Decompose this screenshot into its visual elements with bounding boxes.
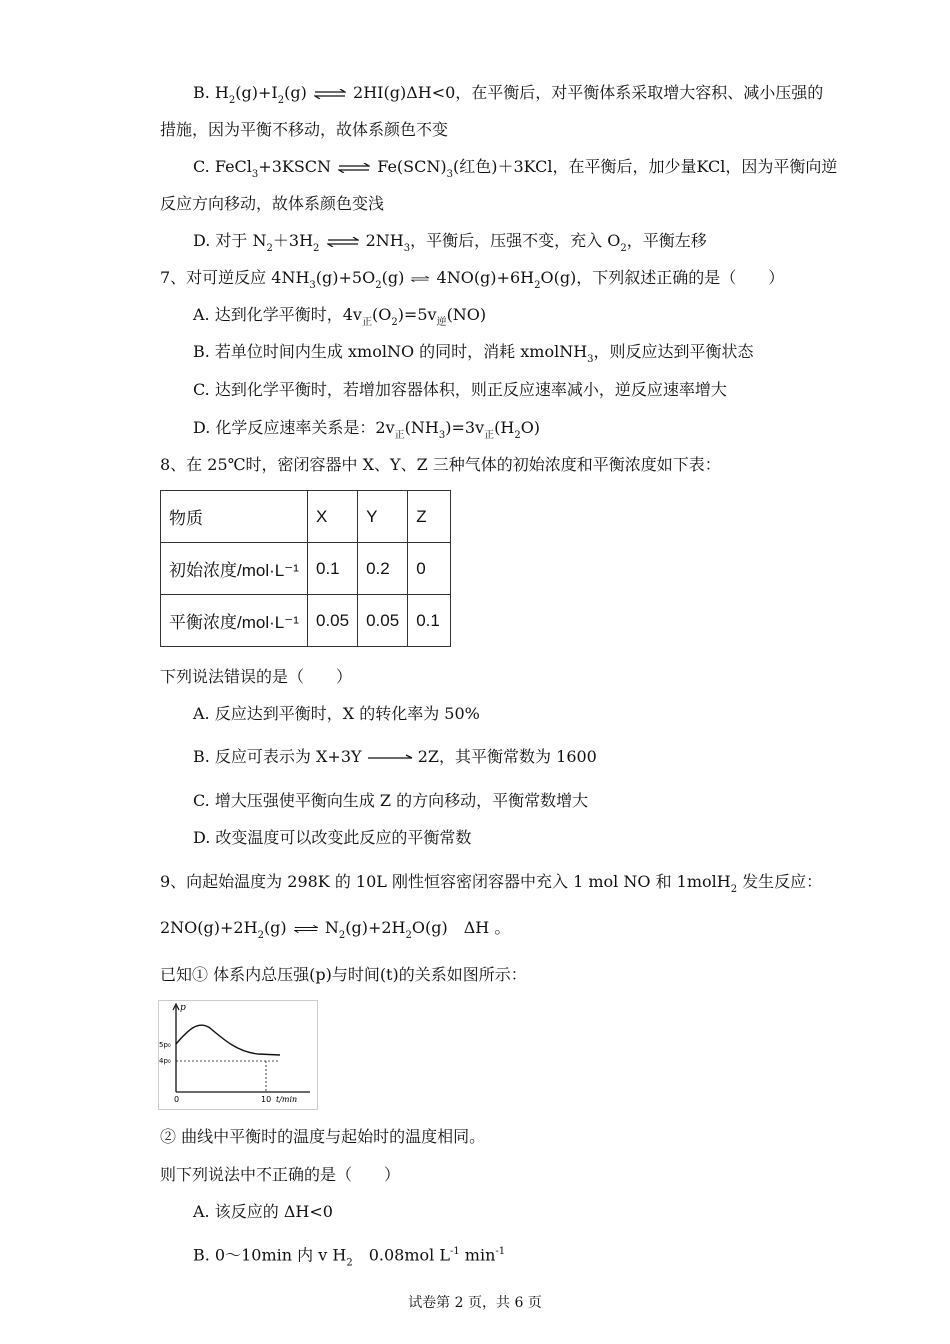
equilibrium-arrow-icon [314,89,346,99]
equilibrium-arrow-icon [411,274,429,284]
table-cell: 0.1 [408,595,451,647]
q7-option-b: B. 若单位时间内生成 xmolNO 的同时，消耗 xmolNH$_3$，则反应达到平衡状态 [193,342,754,365]
q6-option-d: D. 对于 $N_2+3H_2$ $2NH_3$，平衡后，压强不变，充入 $O_2$，平衡左移 [193,231,707,254]
table-cell: 0.1 [308,543,358,595]
q8-stem: 8、在 25℃时，密闭容器中 X、Y、Z 三种气体的初始浓度和平衡浓度如下表： [160,455,721,474]
q7-option-d: D. 化学反应速率关系是：$2v_正(NH_3)=3v_正(H_2O)$ [193,418,541,441]
table-header-cell: Z [408,491,451,543]
reaction-arrow-icon [367,753,413,763]
q7-option-a: A. 达到化学平衡时，$4v_正(O_2)=5v_逆(NO)$ [193,305,487,328]
y-tick-label: 5p₀ [159,1041,171,1049]
q9-known-1: 已知① 体系内总压强(p)与时间(t)的关系如图所示： [160,965,527,984]
equilibrium-arrow-icon [338,163,370,173]
equilibrium-arrow-icon [327,237,359,247]
q8-option-d: D. 改变温度可以改变此反应的平衡常数 [193,828,472,847]
x-tick-label: 10 [261,1095,272,1104]
page-footer: 试卷第 2 页，共 6 页 [408,1295,542,1311]
table-row [161,595,451,647]
table-cell: 0 [408,543,451,595]
table-cell: 平衡浓度/mol·L⁻¹ [161,595,308,647]
table-row [161,543,451,595]
table-header-cell: 物质 [161,491,308,543]
q9-option-a: A. 该反应的 ΔH<0 [193,1202,333,1221]
table-header-cell: Y [358,491,408,543]
q7-stem: 7、对可逆反应 $4NH_3(g)+5O_2(g)$ $4NO(g)+6H_2O(g)$，下列叙述正确的是（ ） [160,268,785,291]
y-axis-label: p [180,1003,186,1013]
q7-option-c: C. 达到化学平衡时，若增加容器体积，则正反应速率减小，逆反应速率增大 [193,380,727,399]
x-tick-label: 0 [174,1095,180,1104]
y-tick-label: 4p₀ [159,1057,171,1065]
q6-option-b-line1: B. $H_2(g)+I_2(g)$ 2HI(g)ΔH<0，在平衡后，对平衡体系采取增大容积、减小压强的 [193,83,824,106]
table-cell: 0.2 [358,543,408,595]
q6-option-b-line2: 措施，因为平衡不移动，故体系颜色不变 [160,120,449,139]
q8-option-c: C. 增大压强使平衡向生成 Z 的方向移动，平衡常数增大 [193,791,589,810]
q9-stem: 9、向起始温度为 298K 的 10L 刚性恒容密闭容器中充入 1 mol NO 和 1molH$_2$ 发生反应： [160,872,823,895]
x-axis-label: t/min [276,1095,298,1104]
q9-option-b: B. 0～10min 内 v $H_2$ 0.08mol $L^{-1}$ $\min^{-1}$ [193,1245,506,1269]
q8-ask: 下列说法错误的是（ ） [160,667,353,686]
equilibrium-arrow-icon [294,924,318,934]
q8-option-a: A. 反应达到平衡时，X 的转化率为 50% [193,704,480,723]
q9-known-2: ② 曲线中平衡时的温度与起始时的温度相同。 [160,1127,486,1146]
q9-ask: 则下列说法中不正确的是（ ） [160,1165,401,1184]
table-header-row [161,491,451,543]
table-header-cell: X [308,491,358,543]
concentration-table [160,490,451,647]
pressure-time-graph [158,1000,318,1110]
q9-equation: $2NO(g)+2H_2(g)$ $N_2(g)+2H_2O(g)$ ΔH 。 [160,918,511,941]
q6-option-c-line1: C. FeCl$_3$+3KSCN $Fe(SCN)_3$(红色)＋3KCl，在平衡后，加少量KCl，因为平衡向逆 [193,157,838,180]
q6-option-c-line2: 反应方向移动，故体系颜色变浅 [160,194,385,213]
table-cell: 0.05 [308,595,358,647]
table-cell: 0.05 [358,595,408,647]
q8-option-b: B. 反应可表示为 X+3Y 2Z，其平衡常数为 1600 [193,747,597,766]
table-cell: 初始浓度/mol·L⁻¹ [161,543,308,595]
